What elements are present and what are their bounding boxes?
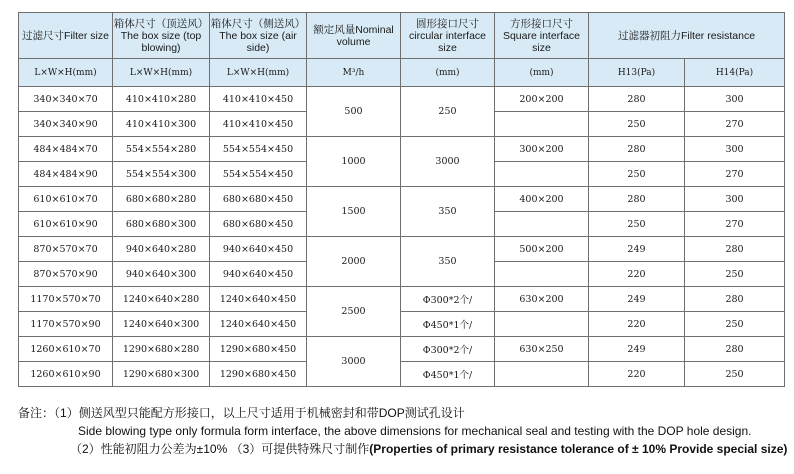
unit-cell: (mm) bbox=[495, 59, 589, 87]
header-box-top: 箱体尺寸（顶送风）The box size (top blowing) bbox=[113, 13, 210, 59]
header-nominal-volume: 额定风量Nominal volume bbox=[307, 13, 401, 59]
unit-cell: L×W×H(mm) bbox=[210, 59, 307, 87]
box-top-cell: 554×554×300 bbox=[113, 162, 210, 187]
table-row bbox=[19, 87, 785, 112]
circular-interface-cell: Φ450*1个/ bbox=[401, 362, 495, 387]
unit-cell: M³/h bbox=[307, 59, 401, 87]
filter-size-cell: 1260×610×70 bbox=[19, 337, 113, 362]
nominal-volume-cell: 2000 bbox=[307, 237, 401, 287]
circular-interface-cell: 3000 bbox=[401, 137, 495, 187]
box-top-cell: 1240×640×280 bbox=[113, 287, 210, 312]
table-row bbox=[19, 237, 785, 262]
square-interface-cell: 630×250 bbox=[495, 337, 589, 362]
box-top-cell: 680×680×280 bbox=[113, 187, 210, 212]
box-top-cell: 940×640×280 bbox=[113, 237, 210, 262]
box-side-cell: 680×680×450 bbox=[210, 212, 307, 237]
filter-size-cell: 1260×610×90 bbox=[19, 362, 113, 387]
h14-resistance-cell: 300 bbox=[685, 87, 785, 112]
h14-resistance-cell: 300 bbox=[685, 187, 785, 212]
h13-resistance-cell: 280 bbox=[589, 137, 685, 162]
box-side-cell: 1240×640×450 bbox=[210, 287, 307, 312]
nominal-volume-cell: 2500 bbox=[307, 287, 401, 337]
circular-interface-cell: 350 bbox=[401, 237, 495, 287]
h13-resistance-cell: 280 bbox=[589, 87, 685, 112]
note-line-2: Side blowing type only formula form interface, the above dimensions for mechanical seal and testing with the DOP hole design. bbox=[78, 424, 752, 438]
h13-resistance-cell: 250 bbox=[589, 212, 685, 237]
nominal-volume-cell: 1000 bbox=[307, 137, 401, 187]
table-row bbox=[19, 337, 785, 362]
h14-resistance-cell: 280 bbox=[685, 337, 785, 362]
unit-cell: L×W×H(mm) bbox=[113, 59, 210, 87]
header-box-side: 箱体尺寸（侧送风）The box size (air side) bbox=[210, 13, 307, 59]
header-row bbox=[19, 13, 785, 59]
h14-resistance-cell: 250 bbox=[685, 262, 785, 287]
box-top-cell: 1240×640×300 bbox=[113, 312, 210, 337]
nominal-volume-cell: 500 bbox=[307, 87, 401, 137]
h13-resistance-cell: 250 bbox=[589, 112, 685, 137]
circular-interface-cell: Φ300*2个/ bbox=[401, 337, 495, 362]
square-interface-cell: 400×200 bbox=[495, 187, 589, 212]
filter-size-cell: 484×484×70 bbox=[19, 137, 113, 162]
square-interface-cell bbox=[495, 262, 589, 287]
unit-cell: H14(Pa) bbox=[685, 59, 785, 87]
box-side-cell: 1290×680×450 bbox=[210, 337, 307, 362]
h14-resistance-cell: 270 bbox=[685, 212, 785, 237]
notes bbox=[18, 404, 788, 458]
circular-interface-cell: 350 bbox=[401, 187, 495, 237]
square-interface-cell: 630×200 bbox=[495, 287, 589, 312]
note-line-3 bbox=[18, 440, 788, 458]
note-cn-2: （2）性能初阻力公差为±10% （3）可提供特殊尺寸制作 bbox=[70, 442, 370, 456]
h14-resistance-cell: 250 bbox=[685, 362, 785, 387]
h13-resistance-cell: 249 bbox=[589, 337, 685, 362]
h14-resistance-cell: 270 bbox=[685, 112, 785, 137]
h14-resistance-cell: 270 bbox=[685, 162, 785, 187]
note-line-1 bbox=[18, 404, 788, 422]
filter-size-cell: 340×340×70 bbox=[19, 87, 113, 112]
units-row bbox=[19, 59, 785, 87]
h14-resistance-cell: 250 bbox=[685, 312, 785, 337]
box-top-cell: 1290×680×280 bbox=[113, 337, 210, 362]
spec-table bbox=[18, 12, 785, 387]
table-row bbox=[19, 287, 785, 312]
box-side-cell: 554×554×450 bbox=[210, 162, 307, 187]
box-side-cell: 1240×640×450 bbox=[210, 312, 307, 337]
square-interface-cell bbox=[495, 162, 589, 187]
h13-resistance-cell: 220 bbox=[589, 312, 685, 337]
box-top-cell: 680×680×300 bbox=[113, 212, 210, 237]
table-row bbox=[19, 312, 785, 337]
filter-size-cell: 610×610×70 bbox=[19, 187, 113, 212]
header-square-interface: 方形接口尺寸Square interface size bbox=[495, 13, 589, 59]
box-side-cell: 940×640×450 bbox=[210, 237, 307, 262]
filter-size-cell: 610×610×90 bbox=[19, 212, 113, 237]
header-circular-interface: 圆形接口尺寸 circular interface size bbox=[401, 13, 495, 59]
table-row bbox=[19, 137, 785, 162]
box-side-cell: 1290×680×450 bbox=[210, 362, 307, 387]
table-row bbox=[19, 187, 785, 212]
nominal-volume-cell: 1500 bbox=[307, 187, 401, 237]
h13-resistance-cell: 220 bbox=[589, 262, 685, 287]
square-interface-cell: 500×200 bbox=[495, 237, 589, 262]
box-top-cell: 1290×680×300 bbox=[113, 362, 210, 387]
square-interface-cell bbox=[495, 312, 589, 337]
circular-interface-cell: 250 bbox=[401, 87, 495, 137]
note-en-2: (Properties of primary resistance tolerance of ± 10% Provide special size) bbox=[369, 442, 788, 456]
square-interface-cell: 300×200 bbox=[495, 137, 589, 162]
circular-interface-cell: Φ300*2个/ bbox=[401, 287, 495, 312]
h14-resistance-cell: 280 bbox=[685, 287, 785, 312]
filter-size-cell: 870×570×90 bbox=[19, 262, 113, 287]
box-top-cell: 554×554×280 bbox=[113, 137, 210, 162]
h14-resistance-cell: 280 bbox=[685, 237, 785, 262]
box-top-cell: 410×410×300 bbox=[113, 112, 210, 137]
box-top-cell: 410×410×280 bbox=[113, 87, 210, 112]
filter-size-cell: 484×484×90 bbox=[19, 162, 113, 187]
square-interface-cell bbox=[495, 112, 589, 137]
h14-resistance-cell: 300 bbox=[685, 137, 785, 162]
nominal-volume-cell: 3000 bbox=[307, 337, 401, 387]
filter-size-cell: 340×340×90 bbox=[19, 112, 113, 137]
box-top-cell: 940×640×300 bbox=[113, 262, 210, 287]
h13-resistance-cell: 249 bbox=[589, 287, 685, 312]
box-side-cell: 554×554×450 bbox=[210, 137, 307, 162]
h13-resistance-cell: 280 bbox=[589, 187, 685, 212]
circular-interface-cell: Φ450*1个/ bbox=[401, 312, 495, 337]
box-side-cell: 410×410×450 bbox=[210, 87, 307, 112]
filter-size-cell: 1170×570×70 bbox=[19, 287, 113, 312]
unit-cell: (mm) bbox=[401, 59, 495, 87]
square-interface-cell bbox=[495, 212, 589, 237]
box-side-cell: 680×680×450 bbox=[210, 187, 307, 212]
unit-cell: H13(Pa) bbox=[589, 59, 685, 87]
h13-resistance-cell: 249 bbox=[589, 237, 685, 262]
h13-resistance-cell: 250 bbox=[589, 162, 685, 187]
unit-cell: L×W×H(mm) bbox=[19, 59, 113, 87]
table-row bbox=[19, 362, 785, 387]
note-cn-1: （1）侧送风型只能配方形接口，以上尺寸适用于机械密封和带DOP测试孔设计 bbox=[54, 406, 465, 420]
box-side-cell: 940×640×450 bbox=[210, 262, 307, 287]
filter-size-cell: 870×570×70 bbox=[19, 237, 113, 262]
square-interface-cell: 200×200 bbox=[495, 87, 589, 112]
h13-resistance-cell: 220 bbox=[589, 362, 685, 387]
header-filter-size: 过滤尺寸Filter size bbox=[19, 13, 113, 59]
filter-size-cell: 1170×570×90 bbox=[19, 312, 113, 337]
box-side-cell: 410×410×450 bbox=[210, 112, 307, 137]
note-label: 备注： bbox=[18, 406, 55, 420]
square-interface-cell bbox=[495, 362, 589, 387]
header-filter-resistance: 过滤器初阻力Filter resistance bbox=[589, 13, 785, 59]
